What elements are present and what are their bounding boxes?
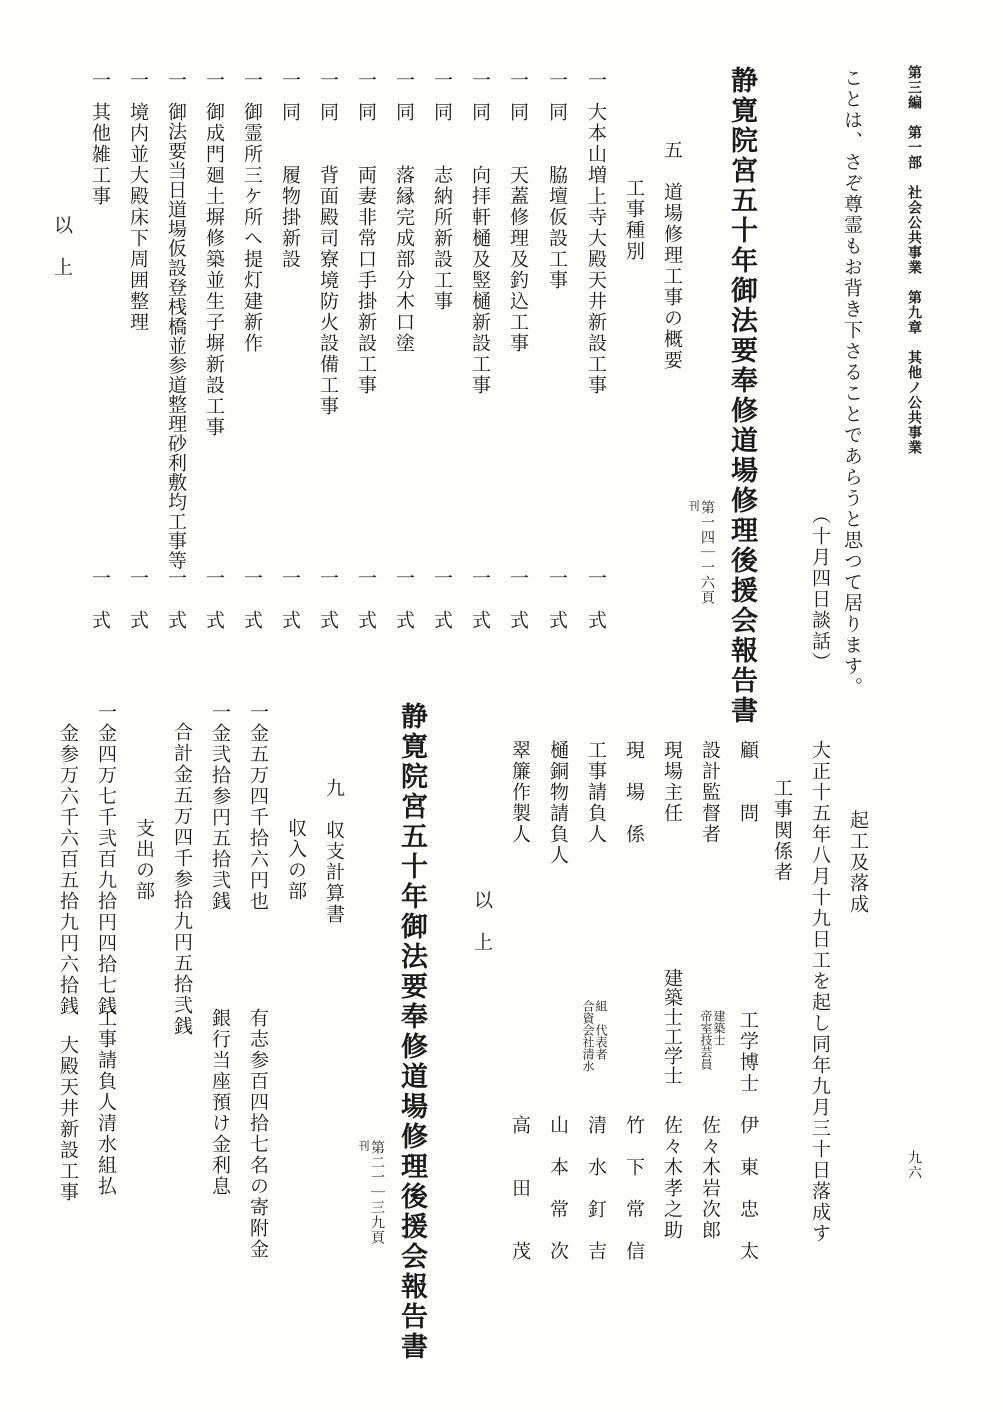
- item-unit: 一 式: [279, 568, 301, 631]
- report-title: 静寛院宮五十年御法要奉修道場修理後援会報告書: [726, 66, 757, 726]
- expense-amount: 一金四万七千弐百九拾円四拾七銭: [95, 702, 117, 1017]
- item-mark: 一: [585, 70, 607, 91]
- report-title-2: 静寛院宮五十年御法要奉修道場修理後援会報告書: [396, 702, 427, 1362]
- page-reference: 第一四｜一六頁: [699, 500, 715, 605]
- income-amount: 一金五万四千拾六円也: [247, 702, 269, 912]
- title-line: 建築士: [712, 1010, 726, 1046]
- list-end: 以 上: [51, 215, 73, 278]
- income-total: 合計金五万四千参拾九円五拾弐銭: [171, 722, 193, 1037]
- ref-prefix-2: 刊: [357, 1140, 370, 1151]
- person-role: 顧 問: [737, 740, 759, 824]
- section-heading: 五 道場修理工事の概要: [661, 140, 683, 371]
- item-mark: 一: [317, 70, 339, 91]
- item-mark: 一: [241, 70, 263, 91]
- item-unit: 一 式: [89, 568, 111, 631]
- item-unit: 一 式: [507, 568, 529, 631]
- item-desc: 御霊所三ケ所へ提灯建新作: [241, 102, 263, 354]
- item-desc: 同 向拝軒樋及竪樋新設工事: [469, 102, 491, 396]
- person-role: 樋銅物請負人: [547, 740, 569, 866]
- intro-line: ことは、さぞ尊霊もお背き下さることであらうと思つて居ります。: [841, 68, 863, 698]
- expense-note: 工事請負人清水組払: [95, 1008, 117, 1197]
- person-role: 工事請負人: [585, 740, 607, 845]
- person-title: 建築士工学士: [661, 968, 683, 1085]
- accounts-heading: 九 収支計算書: [323, 778, 345, 925]
- person-name: 清 水 釘 吉: [585, 1115, 607, 1262]
- person-role: 現場主任: [661, 740, 683, 824]
- title-line: 合資会社清水: [581, 1000, 595, 1072]
- person-name: 山 本 常 次: [547, 1115, 569, 1262]
- person-title: 工学博士: [737, 1010, 759, 1094]
- title-line: 帝室技芸員: [699, 1010, 713, 1070]
- item-unit: 一 式: [469, 568, 491, 631]
- item-unit: 一 式: [165, 568, 187, 631]
- item-mark: 一: [127, 70, 149, 91]
- title-line: 組 代表者: [594, 1000, 608, 1060]
- talk-date: （十月四日談話）: [809, 505, 831, 673]
- person-title-stack: [582, 1000, 607, 1072]
- item-mark: 一: [469, 70, 491, 91]
- construction-period: 大正十五年八月十九日工を起し同年九月三十日落成す: [809, 740, 831, 1244]
- running-head: 第三編 第一部 社会公共事業 第九章 其他ノ公共事業: [906, 65, 922, 455]
- persons-end: 以 上: [471, 890, 493, 953]
- person-role: 翠簾作製人: [509, 740, 531, 845]
- item-unit: 一 式: [317, 568, 339, 631]
- item-desc: 同 志納所新設工事: [431, 102, 453, 312]
- expense-note: 大殿天井新設工事: [57, 1035, 79, 1203]
- item-mark: 一: [203, 70, 225, 91]
- item-unit: 一 式: [241, 568, 263, 631]
- item-desc: 同 背面殿司寮境防火設備工事: [317, 102, 339, 417]
- item-unit: 一 式: [127, 568, 149, 631]
- item-desc: 同 天蓋修理及釣込工事: [507, 102, 529, 354]
- person-role: 設計監督者: [699, 740, 721, 845]
- income-note: 銀行当座預け金利息: [209, 1008, 231, 1197]
- item-desc: 其他雑工事: [89, 102, 111, 207]
- person-name: 佐々木孝之助: [661, 1115, 683, 1241]
- expense-heading: 支出の部: [133, 818, 155, 902]
- construction-heading: 起工及落成: [847, 810, 869, 915]
- item-desc: 同 両妻非常口手掛新設工事: [355, 102, 377, 396]
- person-name: 佐々木岩次郎: [699, 1115, 721, 1241]
- item-mark: 一: [546, 70, 568, 91]
- item-unit: 一 式: [585, 568, 607, 631]
- person-name: 高 田 茂: [509, 1115, 531, 1262]
- ref-prefix: 刊: [687, 500, 700, 511]
- expense-amount: 金参万六千六百五拾九円六拾銭: [57, 702, 79, 1017]
- item-unit: 一 式: [203, 568, 225, 631]
- item-mark: 一: [393, 70, 415, 91]
- item-mark: 一: [431, 70, 453, 91]
- person-title-stack: [700, 1010, 725, 1070]
- item-desc: 御法要当日道場仮設登桟橋並参道整理砂利敷均工事等: [165, 102, 187, 570]
- income-note: 有志参百四拾七名の寄附金: [247, 1008, 269, 1260]
- item-mark: 一: [507, 70, 529, 91]
- page-reference-2: 第二一｜三九頁: [369, 1140, 385, 1245]
- person-name: 伊 東 忠 太: [737, 1115, 759, 1262]
- item-mark: 一: [279, 70, 301, 91]
- item-mark: 一: [89, 70, 111, 91]
- item-desc: 御成門廻土塀修築並生子塀新設工事: [203, 102, 225, 438]
- item-desc: 同 落縁完成部分木口塗: [393, 102, 415, 354]
- item-desc: 同 脇壇仮設工事: [546, 102, 568, 291]
- item-mark: 一: [355, 70, 377, 91]
- item-desc: 境内並大殿床下周囲整理: [127, 102, 149, 333]
- item-unit: 一 式: [546, 568, 568, 631]
- page-number: 九六: [906, 1150, 922, 1180]
- income-amount: 一金弐拾参円五拾弐銭: [209, 702, 231, 912]
- item-desc: 大本山増上寺大殿天井新設工事: [585, 102, 607, 396]
- person-role: 現 場 係: [623, 740, 645, 845]
- persons-heading: 工事関係者: [771, 778, 793, 883]
- item-mark: 一: [165, 70, 187, 91]
- work-type-heading: 工事種別: [623, 178, 645, 262]
- income-heading: 収入の部: [285, 818, 307, 902]
- item-unit: 一 式: [431, 568, 453, 631]
- item-unit: 一 式: [355, 568, 377, 631]
- item-desc: 同 履物掛新設: [279, 102, 301, 270]
- person-name: 竹 下 常 信: [623, 1115, 645, 1262]
- item-unit: 一 式: [393, 568, 415, 631]
